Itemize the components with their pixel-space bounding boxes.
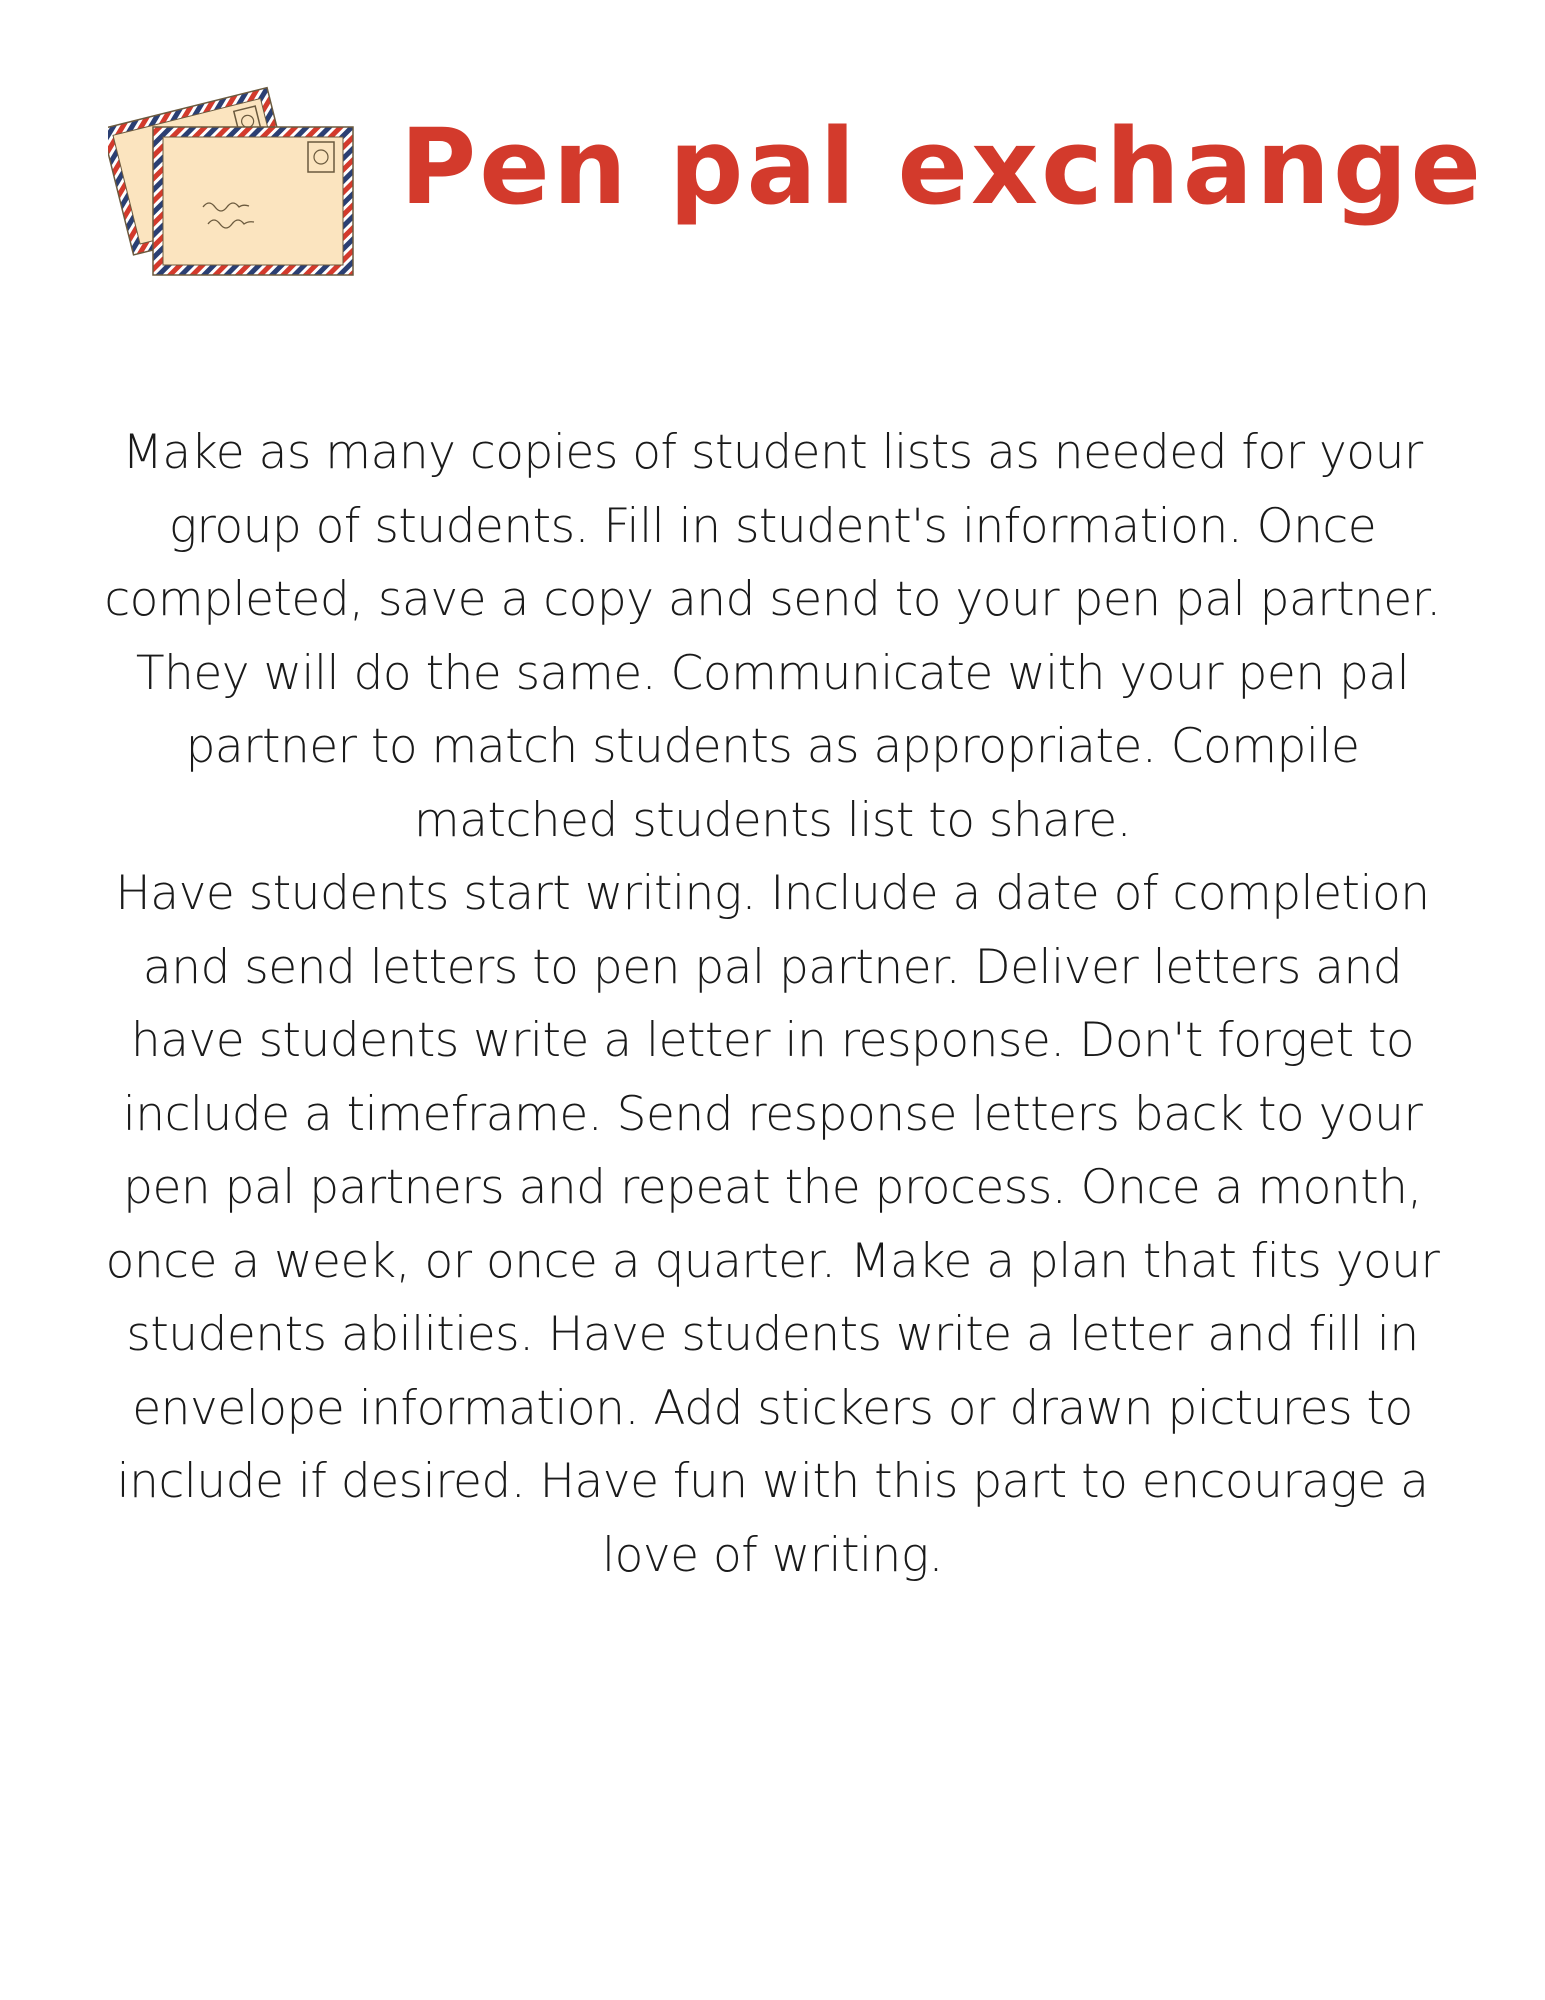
instructions-body bbox=[90, 416, 1455, 1592]
page-header bbox=[0, 0, 1545, 300]
instructions-paragraph-1: Make as many copies of student lists as needed for your group of students. Fill in student's information. Once completed, save a copy and send to your pen pal partner. They will do the same. Communicate with your pen pal partner to match students as appropriate. Compile matched students list to share. bbox=[104, 425, 1441, 848]
airmail-envelopes-icon bbox=[108, 62, 363, 287]
instructions-paragraph-2: Have students start writing. Include a date of completion and send letters to pen pal partner. Deliver letters and have students write a letter in response. Don't forget to include a timeframe. Send response letters back to your pen pal partners and repeat the process. Once a month, once a week, or once a quarter. Make a plan that fits your students abilities. Have students write a letter and fill in envelope information. Add stickers or drawn pictures to include if desired. Have fun with this part to encourage a love of writing. bbox=[105, 866, 1440, 1583]
page-title: Pen pal exchange bbox=[400, 106, 1484, 228]
